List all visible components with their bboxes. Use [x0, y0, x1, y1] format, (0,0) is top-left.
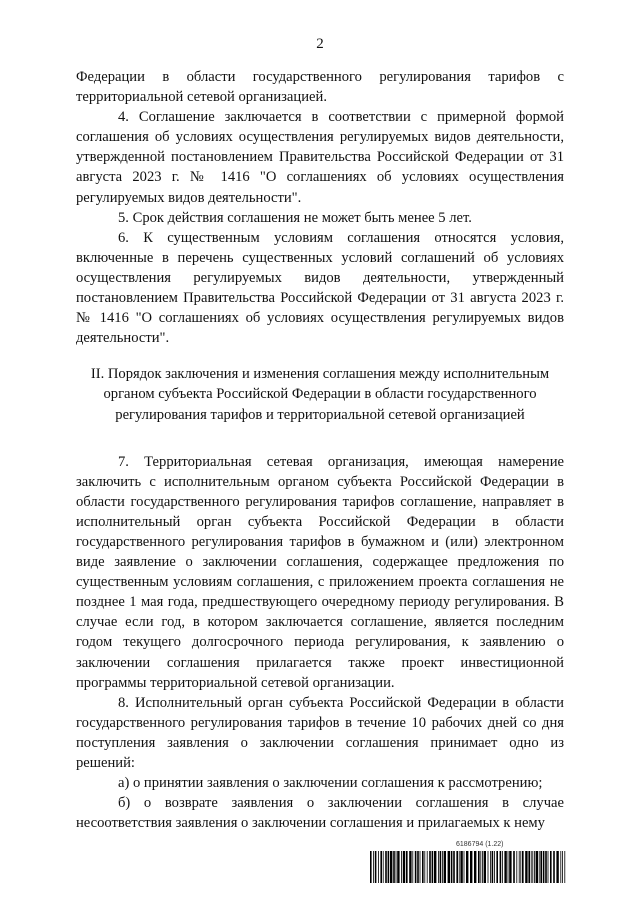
- page-number: 2: [316, 36, 324, 52]
- section-heading-line: регулирования тарифов и территориальной сетевой организацией: [115, 406, 525, 423]
- section-heading-line: органом субъекта Российской Федерации в области государственного: [103, 386, 537, 403]
- paragraph: 5. Срок действия соглашения не может быть менее 5 лет.: [118, 209, 472, 226]
- paragraphs-top: [76, 67, 564, 348]
- paragraph: 4. Соглашение заключается в соответствии с примерной формой соглашения об условиях осуществления регулируемых видов деятельности, утвержденной постановлением Правительства Российской Федерации от 31 августа 2023 г. № 1416 "О соглашениях об условиях осуществления регулируемых видов деятельности".: [76, 109, 564, 206]
- barcode-block: [370, 841, 570, 885]
- section-heading: [76, 364, 564, 424]
- paragraph: а) о принятии заявления о заключении соглашения к рассмотрению;: [118, 775, 543, 792]
- section-heading-line: II. Порядок заключения и изменения соглашения между исполнительным: [90, 366, 550, 383]
- document-body: [76, 67, 564, 833]
- barcode-image: [370, 851, 566, 883]
- paragraph: б) о возврате заявления о заключении соглашения в случае несоответствия заявления о заключении соглашения и прилагаемых к нему: [76, 795, 564, 832]
- paragraph: 7. Территориальная сетевая организация, имеющая намерение заключить с исполнительным органом субъекта Российской Федерации в области государственного регулирования тарифов соглашение, направляет в исполнительный орган субъекта Российской Федерации в области государственного регулирования тарифов в бумажном и (или) электронном виде заявление о заключении соглашения, содержащее предложения по существенным условиям соглашения, с приложением проекта соглашения не позднее 1 мая года, предшествующего очередному периоду регулирования. В случае если год, в котором заключается соглашение, является последним годом текущего долгосрочного периода регулирования, к заявлению о заключении соглашения прилагается также проект инвестиционной программы территориальной сетевой организации.: [76, 453, 564, 691]
- paragraph: 6. К существенным условиям соглашения относятся условия, включенные в перечень существенных условий соглашений об условиях осуществления регулируемых видов деятельности, утвержденный постановлением Правительства Российской Федерации от 31 августа 2023 г. № 1416 "О соглашениях об условиях осуществления регулируемых видов деятельности".: [76, 229, 564, 347]
- paragraph: 8. Исполнительный орган субъекта Российской Федерации в области государственного регулирования тарифов в течение 10 рабочих дней со дня поступления заявления о заключении соглашения принимает одно из решений:: [76, 694, 564, 771]
- barcode-number: 6186794 (1.22): [456, 841, 504, 848]
- paragraph: Федерации в области государственного регулирования тарифов с территориальной сетевой организацией.: [76, 69, 564, 106]
- paragraphs-bottom: [76, 452, 564, 834]
